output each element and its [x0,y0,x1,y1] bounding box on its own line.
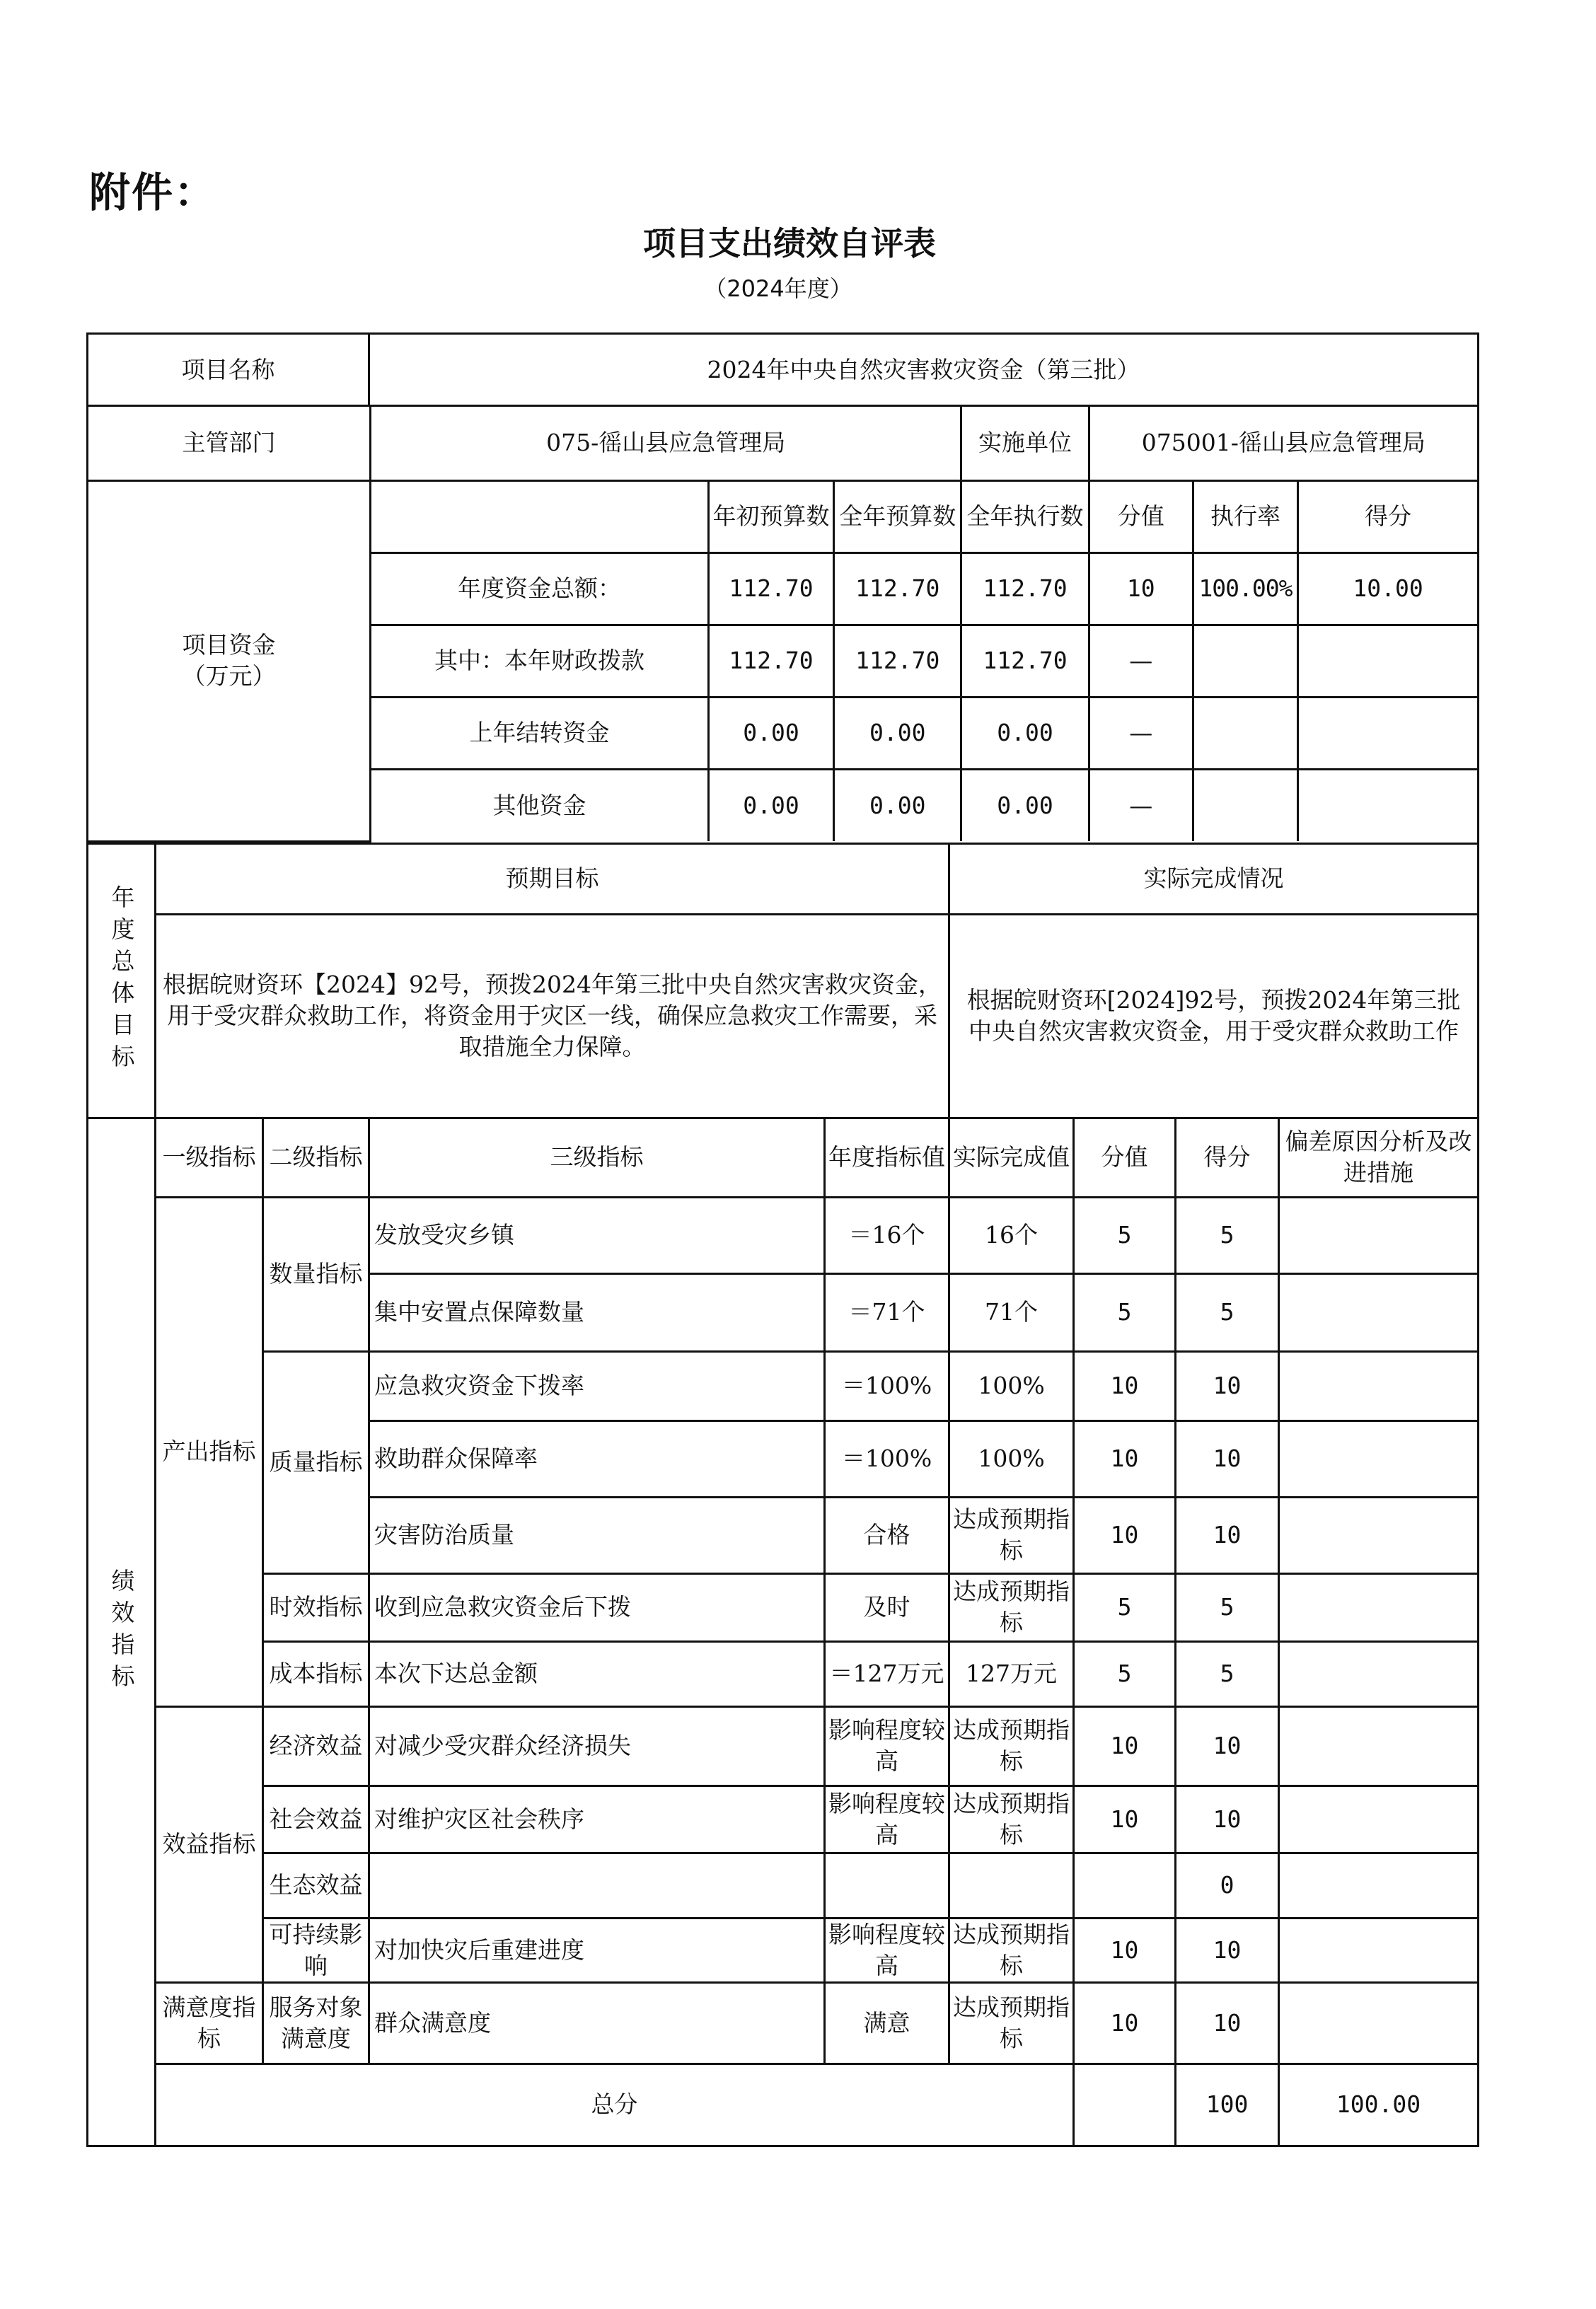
form-year-wrap [0,271,1596,303]
indicator-actual: 达成预期指标 [949,1497,1074,1573]
indicator-actual: 达成预期指标 [949,1573,1074,1641]
col-ind-score: 得分 [1176,1118,1279,1197]
project-name-value: 2024年中央自然灾害救灾资金（第三批） [369,334,1479,406]
indicator-target: 影响程度较高 [825,1706,949,1786]
funds-initial: 112.70 [708,552,833,625]
indicator-weight: 5 [1074,1197,1176,1273]
performance-table [86,332,1479,2147]
form-title-wrap [0,218,1596,265]
indicator-target: 影响程度较高 [825,1918,949,1982]
row-total [88,2064,1479,2146]
indicator-score: 10 [1176,1497,1279,1573]
indicator-target: ＝71个 [825,1273,949,1351]
indicator-score: 5 [1176,1273,1279,1351]
indicators-section-label: 绩效指标 [88,1118,156,2146]
funds-row-label: 其中：本年财政拨款 [371,625,709,697]
col-actual-value: 实际完成值 [949,1118,1074,1197]
indicator-weight: 5 [1074,1641,1176,1706]
funds-weight: 10 [1089,552,1193,625]
indicator-row [88,1641,1479,1706]
indicator-note [1279,1853,1479,1918]
indicator-name: 对加快灾后重建进度 [369,1918,825,1982]
indicator-actual: 达成预期指标 [949,1786,1074,1853]
funds-initial: 0.00 [708,697,833,769]
col-level2: 二级指标 [263,1118,369,1197]
row-project-name [88,334,1479,406]
funds-weight: — [1089,769,1193,841]
indicator-score: 10 [1176,1706,1279,1786]
expected-goal-text: 根据皖财资环【2024】92号，预拨2024年第三批中央自然灾害救灾资金，用于受灾群众救助工作，将资金用于灾区一线，确保应急救灾工作需要，采取措施全力保障。 [156,914,949,1118]
total-score: 100.00 [1279,2064,1479,2146]
indicator-name [369,1853,825,1918]
indicator-row [88,1573,1479,1641]
dept-value: 075-徭山县应急管理局 [371,407,961,480]
attachment-label: 附件： [89,168,217,216]
indicator-score: 5 [1176,1197,1279,1273]
indicator-name: 对减少受灾群众经济损失 [369,1706,825,1786]
col-level1: 一级指标 [156,1118,263,1197]
indicator-score: 0 [1176,1853,1279,1918]
indicator-score: 10 [1176,1351,1279,1420]
indicator-actual [949,1853,1074,1918]
indicator-note [1279,1706,1479,1786]
funds-executed: 0.00 [961,769,1089,841]
level1-output: 产出指标 [156,1197,263,1706]
level2-ecological: 生态效益 [263,1853,369,1918]
indicator-row [88,1786,1479,1853]
indicator-score: 10 [1176,1982,1279,2064]
expected-goal-header: 预期目标 [156,843,949,914]
indicator-name: 发放受灾乡镇 [369,1197,825,1273]
funds-row-label: 上年结转资金 [371,697,709,769]
total-weight: 100 [1176,2064,1279,2146]
funds-annual: 112.70 [834,552,961,625]
indicator-actual: 达成预期指标 [949,1918,1074,1982]
impl-unit-value: 075001-徭山县应急管理局 [1089,407,1477,480]
indicator-name: 本次下达总金额 [369,1641,825,1706]
form-title: 项目支出绩效自评表 [643,224,936,262]
level2-quality: 质量指标 [263,1351,369,1573]
indicator-row [88,1706,1479,1786]
level2-economic: 经济效益 [263,1706,369,1786]
level2-quantity: 数量指标 [263,1197,369,1351]
indicator-row [88,1982,1479,2064]
indicator-target: ＝100% [825,1351,949,1420]
level1-satisfaction: 满意度指标 [156,1982,263,2064]
indicator-note [1279,1197,1479,1273]
indicator-row [88,1351,1479,1420]
indicator-row [88,1918,1479,1982]
col-ind-weight: 分值 [1074,1118,1176,1197]
funds-score [1298,697,1477,769]
level2-social: 社会效益 [263,1786,369,1853]
indicator-note [1279,1497,1479,1573]
indicator-weight: 10 [1074,1982,1176,2064]
indicator-note [1279,1982,1479,2064]
indicator-target: 合格 [825,1497,949,1573]
col-weight: 分值 [1089,480,1193,552]
funds-executed: 112.70 [961,552,1089,625]
indicator-note [1279,1786,1479,1853]
funds-initial: 112.70 [708,625,833,697]
indicator-weight: 5 [1074,1273,1176,1351]
funds-row-label: 年度资金总额： [371,552,709,625]
form-year: （2024年度） [704,275,852,302]
funds-executed: 112.70 [961,625,1089,697]
indicator-weight: 10 [1074,1706,1176,1786]
indicator-weight: 10 [1074,1420,1176,1497]
indicator-note [1279,1918,1479,1982]
level2-service-satisfaction: 服务对象满意度 [263,1982,369,2064]
indicator-score: 5 [1176,1641,1279,1706]
indicator-actual: 100% [949,1420,1074,1497]
indicator-actual: 71个 [949,1273,1074,1351]
funds-rate: 100.00% [1193,552,1297,625]
impl-unit-label: 实施单位 [961,407,1089,480]
indicator-name: 对维护灾区社会秩序 [369,1786,825,1853]
indicator-note [1279,1351,1479,1420]
col-initial-budget: 年初预算数 [708,480,833,552]
funds-score [1298,769,1477,841]
indicator-name: 群众满意度 [369,1982,825,2064]
funds-table [88,407,1477,843]
level2-timeliness: 时效指标 [263,1573,369,1641]
indicator-name: 救助群众保障率 [369,1420,825,1497]
indicator-name: 应急救灾资金下拨率 [369,1351,825,1420]
indicator-weight [1074,1853,1176,1918]
col-annual-budget: 全年预算数 [834,480,961,552]
funds-annual: 112.70 [834,625,961,697]
row-department [88,407,1477,480]
indicator-name: 集中安置点保障数量 [369,1273,825,1351]
col-annual-target: 年度指标值 [825,1118,949,1197]
indicator-target [825,1853,949,1918]
level1-benefit: 效益指标 [156,1706,263,1982]
indicator-note [1279,1420,1479,1497]
level2-sustainable: 可持续影响 [263,1918,369,1982]
funds-section-label-line1: 项目资金 [182,631,276,659]
indicator-target: 及时 [825,1573,949,1641]
indicator-weight: 10 [1074,1918,1176,1982]
funds-annual: 0.00 [834,697,961,769]
col-deviation: 偏差原因分析及改进措施 [1279,1118,1479,1197]
funds-row-label: 其他资金 [371,769,709,841]
level2-cost: 成本指标 [263,1641,369,1706]
indicator-target: 满意 [825,1982,949,2064]
funds-weight: — [1089,697,1193,769]
funds-section-label-line2: （万元） [182,662,276,690]
funds-score [1298,625,1477,697]
col-score: 得分 [1298,480,1477,552]
indicator-weight: 10 [1074,1351,1176,1420]
col-level3: 三级指标 [369,1118,825,1197]
indicator-row [88,1197,1479,1273]
row-goals-header [88,843,1479,914]
funds-score: 10.00 [1298,552,1477,625]
indicator-name: 收到应急救灾资金后下拨 [369,1573,825,1641]
funds-rate [1193,697,1297,769]
funds-rate [1193,769,1297,841]
dept-label: 主管部门 [88,407,371,480]
indicator-actual: 16个 [949,1197,1074,1273]
indicator-weight: 10 [1074,1786,1176,1853]
indicator-note [1279,1641,1479,1706]
funds-executed: 0.00 [961,697,1089,769]
indicator-target: ＝127万元 [825,1641,949,1706]
row-indicators-header [88,1118,1479,1197]
funds-initial: 0.00 [708,769,833,841]
indicator-actual: 100% [949,1351,1074,1420]
total-blank [1074,2064,1176,2146]
indicator-weight: 5 [1074,1573,1176,1641]
project-name-label: 项目名称 [88,334,369,406]
funds-weight: — [1089,625,1193,697]
indicator-actual: 127万元 [949,1641,1074,1706]
indicator-actual: 达成预期指标 [949,1982,1074,2064]
indicator-name: 灾害防治质量 [369,1497,825,1573]
funds-block [88,406,1479,844]
row-funds-header [88,480,1477,552]
row-funds-block [88,406,1479,844]
total-label: 总分 [156,2064,1074,2146]
indicator-score: 10 [1176,1786,1279,1853]
actual-result-text: 根据皖财资环[2024]92号，预拨2024年第三批中央自然灾害救灾资金，用于受灾群众救助工作 [949,914,1479,1118]
col-exec-rate: 执行率 [1193,480,1297,552]
indicator-weight: 10 [1074,1497,1176,1573]
funds-annual: 0.00 [834,769,961,841]
indicator-score: 5 [1176,1573,1279,1641]
indicator-score: 10 [1176,1918,1279,1982]
actual-result-header: 实际完成情况 [949,843,1479,914]
indicator-actual: 达成预期指标 [949,1706,1074,1786]
funds-section-label [88,480,371,841]
indicator-target: 影响程度较高 [825,1786,949,1853]
row-goals-content [88,914,1479,1118]
indicator-row [88,1853,1479,1918]
indicator-note [1279,1573,1479,1641]
indicator-note [1279,1273,1479,1351]
indicator-target: ＝16个 [825,1197,949,1273]
indicator-target: ＝100% [825,1420,949,1497]
funds-header-blank [371,480,709,552]
goals-section-label: 年度总体目标 [88,843,156,1118]
indicator-score: 10 [1176,1420,1279,1497]
col-annual-executed: 全年执行数 [961,480,1089,552]
funds-rate [1193,625,1297,697]
